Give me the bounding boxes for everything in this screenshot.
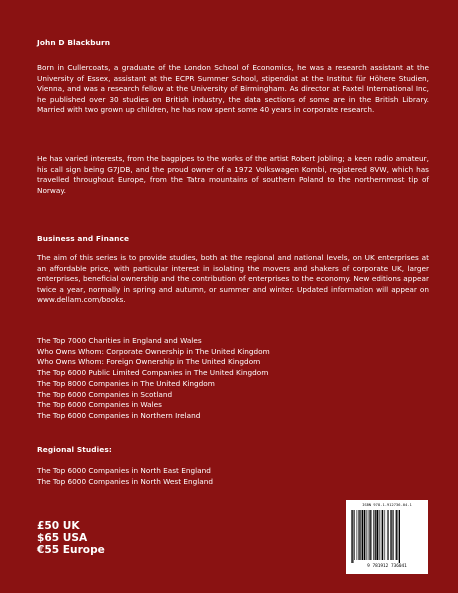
isbn-barcode bbox=[346, 500, 428, 574]
list-item: The Top 7000 Charities in England and Wales bbox=[37, 336, 202, 345]
regional-heading: Regional Studies: bbox=[37, 445, 112, 454]
isbn-label: ISBN 978-1-912736-04-1 bbox=[362, 503, 412, 507]
author-bio: Born in Cullercoats, a graduate of the London School of Economics, he was a research assistant at the University of Essex, assistant at the ECPR Summer School, stipendiat at the Institut für Höhere Studien, Vienna, and was a research fellow at the University of Birmingham. As director at Faxtel International Inc, he published over 30 studies on British industry, the data sections of some are in the British Library. Married with two grown up children, he has now spent some 40 years in corporate research. bbox=[37, 63, 429, 115]
list-item: The Top 6000 Companies in Scotland bbox=[37, 389, 173, 399]
price-europe: €55 Europe bbox=[37, 544, 105, 557]
list-item: The Top 8000 Companies in The United Kingdom bbox=[37, 378, 215, 388]
price-uk: £50 UK bbox=[37, 520, 80, 532]
business-heading: Business and Finance bbox=[37, 234, 130, 243]
barcode-bars-icon bbox=[350, 510, 424, 563]
author-interests: He has varied interests, from the bagpipes to the works of the artist Robert Jobling; a keen radio amateur, his call sign being G7JDB, and the proud owner of a 1972 Volkswagen Kombi, registered 8VW, which has travelled throughout Europe, from the Tatra mountains of southern Poland to the northernmost tip of Norway. bbox=[37, 154, 429, 195]
list-item: The Top 6000 Companies in North East England bbox=[37, 466, 211, 475]
list-item: The Top 6000 Companies in Northern Ireland bbox=[37, 410, 201, 420]
list-item: Who Owns Whom: Corporate Ownership in The United Kingdom bbox=[37, 346, 270, 356]
price-list bbox=[37, 520, 105, 557]
regional-titles-list bbox=[37, 466, 213, 487]
list-item: The Top 6000 Companies in North West England bbox=[37, 476, 214, 486]
author-name: John D Blackburn bbox=[37, 38, 111, 47]
list-item: Who Owns Whom: Foreign Ownership in The United Kingdom bbox=[37, 357, 261, 367]
business-description: The aim of this series is to provide studies, both at the regional and national levels, on UK enterprises at an affordable price, with particular interest in isolating the movers and shakers of corporate UK, larger enterprises, beneficial ownership and the contribution of enterprises to the economy. New editions appear twice a year, normally in spring and autumn, or summer and winter. Updated information will appear on www.dellam.com/books. bbox=[37, 253, 429, 305]
list-item: The Top 6000 Public Limited Companies in The United Kingdom bbox=[37, 368, 269, 378]
business-titles-list bbox=[37, 336, 270, 422]
price-usa: $65 USA bbox=[37, 532, 88, 545]
list-item: The Top 6000 Companies in Wales bbox=[37, 400, 162, 410]
barcode-digits: 9 781912 736041 bbox=[367, 564, 407, 569]
